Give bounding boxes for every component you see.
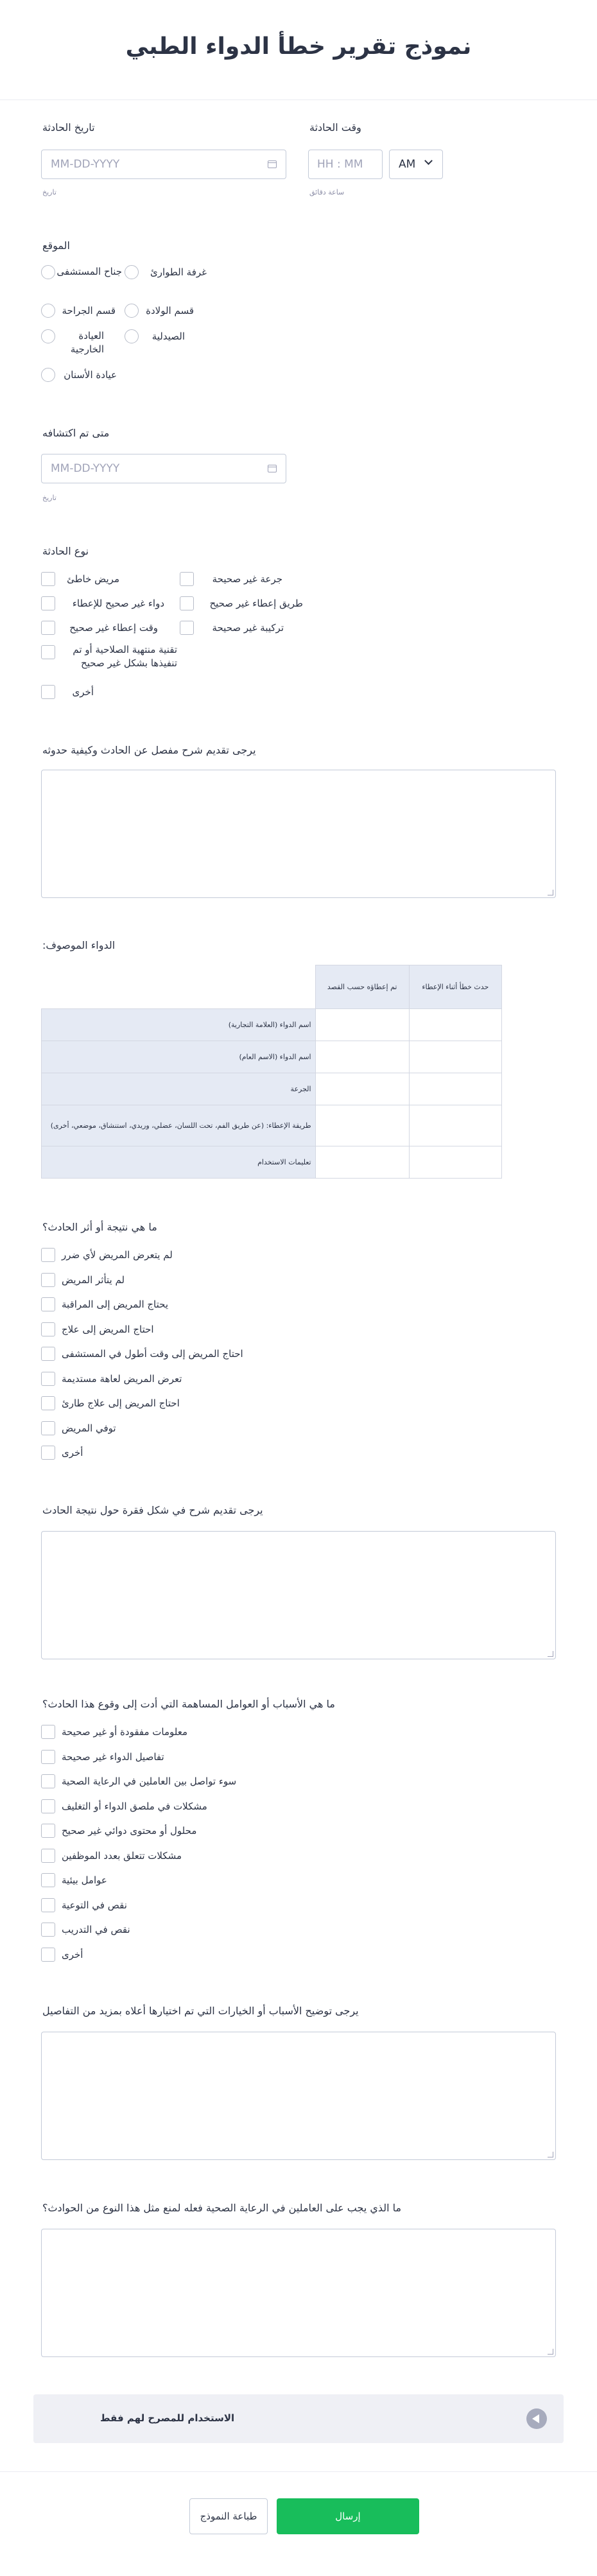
incident-type-checkbox-3[interactable] [41, 596, 55, 610]
resize-grip-icon[interactable] [548, 2349, 553, 2355]
location-option-2: غرفة الطوارئ [150, 266, 207, 278]
incident-date-sublabel: تاريخ [42, 188, 56, 196]
incident-time-placeholder: HH : MM [317, 158, 363, 171]
ampm-select[interactable] [389, 150, 443, 179]
cause-option: محلول أو محتوى دوائي غير صحيح [62, 1825, 197, 1837]
row-header-1: اسم الدواء (العلامة التجارية) [42, 1009, 316, 1041]
prescribed-table [41, 965, 502, 1179]
location-option-6: الصيدلية [151, 331, 185, 342]
incident-type-option-1: مريض خاطئ [67, 573, 119, 585]
outcome-checkbox[interactable] [41, 1248, 55, 1262]
table-cell[interactable] [315, 1105, 409, 1146]
outcome-label: ما هي نتيجة أو أثر الحادث؟ [42, 1221, 157, 1233]
staff-only-title: الاستخدام للمصرح لهم فقط [100, 2412, 235, 2424]
cause-option: أخرى [62, 1948, 83, 1960]
incident-type-option-7: تقنية منتهية الصلاحية أو تم تنفيذها بشكل غير صحيح [73, 644, 177, 669]
discovered-date-input[interactable] [41, 454, 286, 483]
discovered-label: متى تم اكتشافه [42, 427, 110, 439]
calendar-icon[interactable] [268, 160, 277, 168]
outcome-option: احتاج المريض إلى علاج [62, 1323, 154, 1335]
row-header-3: الجرعة [42, 1073, 316, 1105]
outcome-option: لم يتعرض المريض لأي ضرر [62, 1249, 173, 1261]
location-radio-4[interactable] [125, 304, 139, 318]
location-option-7: عيادة الأسنان [64, 369, 117, 381]
incident-type-option-5: وقت إعطاء غير صحيح [69, 622, 158, 634]
cause-option: تفاصيل الدواء غير صحيحة [62, 1750, 164, 1763]
table-cell[interactable] [409, 1009, 501, 1041]
location-option-4: قسم الولادة [146, 305, 194, 316]
prescribed-label: الدواء الموصوف: [42, 939, 116, 951]
outcome-checkbox[interactable] [41, 1273, 55, 1287]
cause-checkbox[interactable] [41, 1799, 55, 1813]
location-radio-3[interactable] [41, 304, 55, 318]
table-cell[interactable] [315, 1146, 409, 1179]
outcome-option: تعرض المريض لعاهة مستديمة [62, 1372, 182, 1385]
cause-option: نقص في التوعية [62, 1899, 127, 1911]
location-radio-2[interactable] [125, 265, 139, 279]
cause-checkbox[interactable] [41, 1873, 55, 1887]
form-header [0, 0, 597, 100]
location-option-1: جناح المستشفى [56, 266, 122, 277]
incident-time-input[interactable] [308, 150, 383, 179]
footer-divider [0, 2471, 597, 2472]
outcome-option: توفي المريض [62, 1422, 116, 1434]
incident-type-option-4: طريق إعطاء غير صحيح [209, 598, 303, 609]
location-label: الموقع [42, 239, 70, 252]
incident-type-option-6: تركيبة غير صحيحة [212, 622, 284, 634]
incident-date-placeholder: MM-DD-YYYY [51, 158, 120, 171]
outcome-option: أخرى [62, 1447, 83, 1458]
cause-checkbox[interactable] [41, 1725, 55, 1739]
cause-checkbox[interactable] [41, 1750, 55, 1764]
cause-option: نقص في التدريب [62, 1924, 130, 1935]
row-header-2: اسم الدواء (الاسم العام) [42, 1041, 316, 1073]
resize-grip-icon[interactable] [548, 2152, 553, 2157]
resize-grip-icon[interactable] [548, 1651, 553, 1657]
incident-type-checkbox-6[interactable] [180, 621, 194, 635]
table-cell[interactable] [409, 1146, 501, 1179]
cause-checkbox[interactable] [41, 1824, 55, 1838]
prevention-label: ما الذي يجب على العاملين في الرعاية الصحية فعله لمنع مثل هذا النوع من الحوادث؟ [42, 2202, 402, 2214]
resize-grip-icon[interactable] [548, 890, 553, 895]
cause-checkbox[interactable] [41, 1923, 55, 1937]
causes-explain-label: يرجى توضيح الأسباب أو الخيارات التي تم اختيارها أعلاه بمزيد من التفاصيل [42, 2005, 359, 2017]
explanation-label: يرجى تقديم شرح مفصل عن الحادث وكيفية حدوثه [42, 744, 256, 756]
print-form-button[interactable]: طباعة النموذج [189, 2498, 268, 2534]
table-cell[interactable] [315, 1009, 409, 1041]
cause-option: سوء تواصل بين العاملين في الرعاية الصحية [62, 1776, 237, 1787]
cause-option: عوامل بيئية [62, 1874, 107, 1886]
outcome-checkbox[interactable] [41, 1396, 55, 1410]
submit-button[interactable]: إرسال [277, 2498, 419, 2534]
incident-type-checkbox-7[interactable] [41, 645, 55, 659]
chevron-down-icon [424, 157, 433, 165]
location-radio-5[interactable] [41, 329, 55, 343]
location-option-3: قسم الجراحة [62, 305, 116, 316]
table-cell[interactable] [409, 1073, 501, 1105]
cause-checkbox[interactable] [41, 1948, 55, 1962]
cause-option: مشكلات تتعلق بعدد الموظفين [62, 1849, 182, 1862]
incident-date-input[interactable] [41, 150, 286, 179]
explanation-textarea[interactable] [41, 770, 556, 898]
discovered-date-sublabel: تاريخ [42, 494, 56, 502]
incident-type-checkbox-2[interactable] [180, 572, 194, 586]
incident-type-option-8: أخرى [72, 686, 94, 698]
calendar-icon[interactable] [268, 465, 277, 472]
outcome-checkbox[interactable] [41, 1347, 55, 1361]
outcome-checkbox[interactable] [41, 1446, 55, 1460]
cause-checkbox[interactable] [41, 1849, 55, 1863]
column-header-2: حدث خطأ أثناء الإعطاء [409, 965, 501, 1009]
outcome-option: احتاج المريض إلى وقت أطول في المستشفى [62, 1348, 243, 1360]
column-header-1: تم إعطاؤه حسب القصد [315, 965, 409, 1009]
discovered-date-placeholder: MM-DD-YYYY [51, 462, 120, 475]
table-cell[interactable] [315, 1073, 409, 1105]
incident-time-label: وقت الحادثة [309, 121, 361, 134]
outcome-explain-label: يرجى تقديم شرح في شكل فقرة حول نتيجة الحادث [42, 1504, 263, 1516]
table-cell[interactable] [409, 1041, 501, 1073]
location-radio-7[interactable] [41, 368, 55, 382]
cause-option: مشكلات في ملصق الدواء أو التغليف [62, 1800, 207, 1812]
ampm-value: AM [399, 158, 416, 171]
cause-option: معلومات مفقودة أو غير صحيحة [62, 1726, 188, 1738]
causes-label: ما هي الأسباب أو العوامل المساهمة التي أدت إلى وقوع هذا الحادث؟ [42, 1698, 335, 1710]
location-radio-1[interactable] [41, 265, 55, 279]
incident-type-option-3: دواء غير صحيح للإعطاء [72, 598, 164, 609]
incident-time-sublabel: ساعة دقائق [309, 188, 345, 196]
staff-only-panel[interactable] [33, 2394, 564, 2443]
incident-type-option-2: جرعة غير صحيحة [212, 573, 282, 585]
location-option-5: العيادة الخارجية [70, 330, 104, 355]
cause-checkbox[interactable] [41, 1898, 55, 1912]
location-radio-6[interactable] [125, 329, 139, 343]
collapse-toggle-icon[interactable] [526, 2408, 547, 2429]
form-title: نموذج تقرير خطأ الدواء الطبي [125, 33, 472, 60]
prevention-textarea[interactable] [41, 2229, 556, 2357]
incident-type-checkbox-4[interactable] [180, 596, 194, 610]
table-cell[interactable] [409, 1105, 501, 1146]
causes-explain-textarea[interactable] [41, 2032, 556, 2160]
incident-type-checkbox-1[interactable] [41, 572, 55, 586]
outcome-option: يحتاج المريض إلى المراقبة [62, 1299, 169, 1310]
table-cell[interactable] [315, 1041, 409, 1073]
outcome-explain-textarea[interactable] [41, 1531, 556, 1659]
incident-type-checkbox-8[interactable] [41, 685, 55, 699]
row-header-5: تعليمات الاستخدام [42, 1146, 316, 1179]
incident-type-checkbox-5[interactable] [41, 621, 55, 635]
outcome-checkbox[interactable] [41, 1372, 55, 1386]
incident-date-label: تاريخ الحادثة [42, 121, 95, 134]
outcome-checkbox[interactable] [41, 1421, 55, 1435]
outcome-checkbox[interactable] [41, 1297, 55, 1311]
outcome-option: احتاج المريض إلى علاج طارئ [62, 1397, 180, 1409]
row-header-4: طريقة الإعطاء: (عن طريق الفم، تحت اللسان، عضلي، وريدي، استنشاق، موضعي، أخرى) [42, 1105, 316, 1146]
incident-type-label: نوع الحادثة [42, 545, 89, 557]
outcome-checkbox[interactable] [41, 1322, 55, 1336]
outcome-option: لم يتأثر المريض [62, 1274, 125, 1286]
cause-checkbox[interactable] [41, 1774, 55, 1788]
